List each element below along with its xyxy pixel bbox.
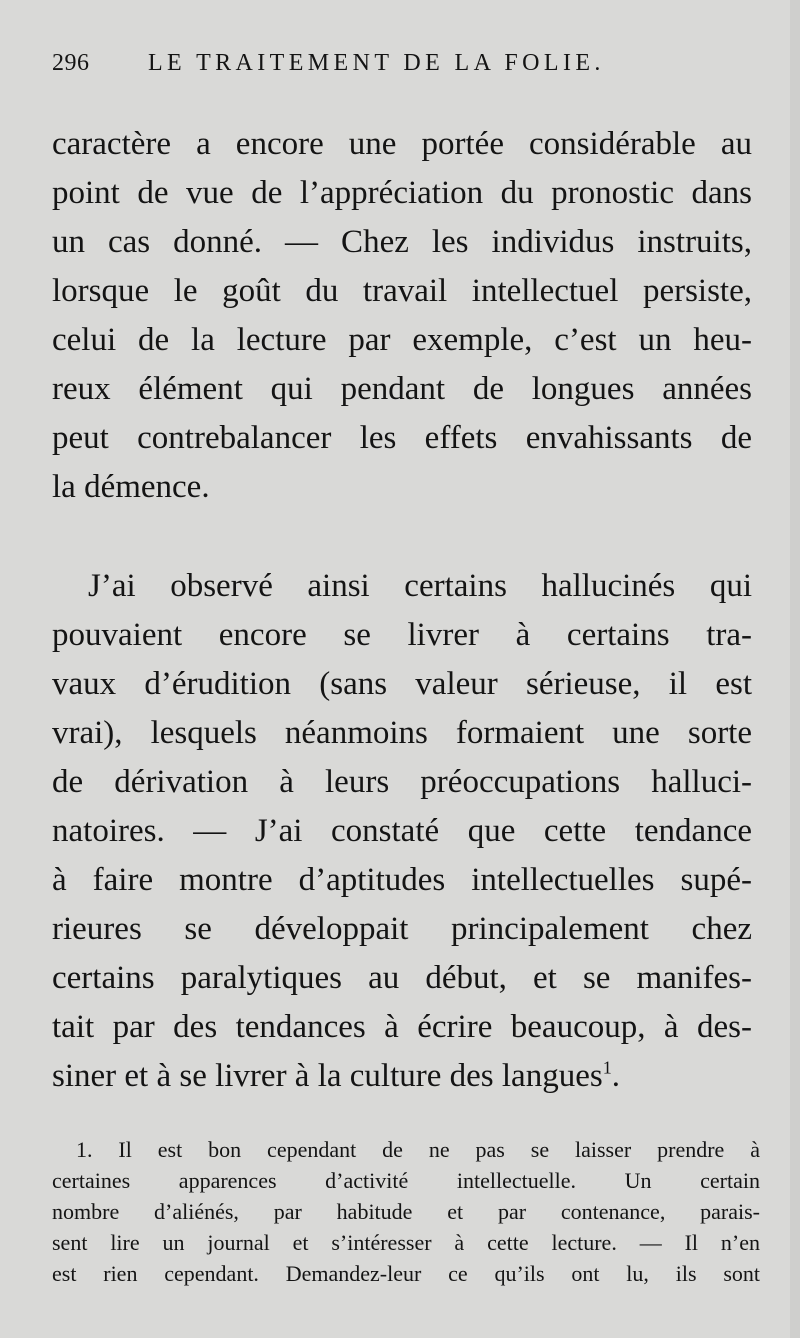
text-line: certains paralytiques au début, et se manifes- [52, 960, 752, 996]
text-line: caractère a encore une portée considérable au [52, 126, 752, 162]
text-line: pouvaient encore se livrer à certains tra- [52, 617, 752, 653]
text-line: reux élément qui pendant de longues années [52, 371, 752, 407]
text-line: de dérivation à leurs préoccupations halluci- [52, 764, 752, 800]
text-line-last [52, 1056, 752, 1096]
footnote-line: certaines apparences d’activité intellectuelle. Un certain [52, 1168, 760, 1193]
running-header [52, 50, 752, 84]
footnote-reference[interactable]: 1 [602, 1057, 612, 1078]
page-edge [790, 0, 800, 1338]
text-line: tait par des tendances à écrire beaucoup, à des- [52, 1009, 752, 1045]
footnote-line: sent lire un journal et s’intéresser à cette lecture. — Il n’en [52, 1230, 760, 1255]
text-line: J’ai observé ainsi certains hallucinés qui [88, 568, 752, 604]
footnote-line: nombre d’aliénés, par habitude et par contenance, parais- [52, 1199, 760, 1224]
text-line: rieures se développait principalement chez [52, 911, 752, 947]
text-line: vaux d’érudition (sans valeur sérieuse, il est [52, 666, 752, 702]
text-line: vrai), lesquels néanmoins formaient une sorte [52, 715, 752, 751]
text-line: peut contrebalancer les effets envahissants de [52, 420, 752, 456]
text-line: siner et à se livrer à la culture des langues [52, 1058, 603, 1094]
text-line: celui de la lecture par exemple, c’est un heu- [52, 322, 752, 358]
text-line: natoires. — J’ai constaté que cette tendance [52, 813, 752, 849]
text-line: la démence. [52, 469, 210, 505]
text-line: à faire montre d’aptitudes intellectuelles supé- [52, 862, 752, 898]
text-line: un cas donné. — Chez les individus instruits, [52, 224, 752, 260]
running-title: LE TRAITEMENT DE LA FOLIE. [148, 50, 605, 76]
text-line: point de vue de l’appréciation du pronostic dans [52, 175, 752, 211]
text-line: lorsque le goût du travail intellectuel persiste, [52, 273, 752, 309]
footnote-line: est rien cependant. Demandez-leur ce qu’ils ont lu, ils sont [52, 1261, 760, 1286]
footnote-line: 1. Il est bon cependant de ne pas se laisser prendre à [76, 1137, 760, 1162]
sentence-end: . [611, 1058, 621, 1094]
page-number: 296 [52, 50, 90, 76]
